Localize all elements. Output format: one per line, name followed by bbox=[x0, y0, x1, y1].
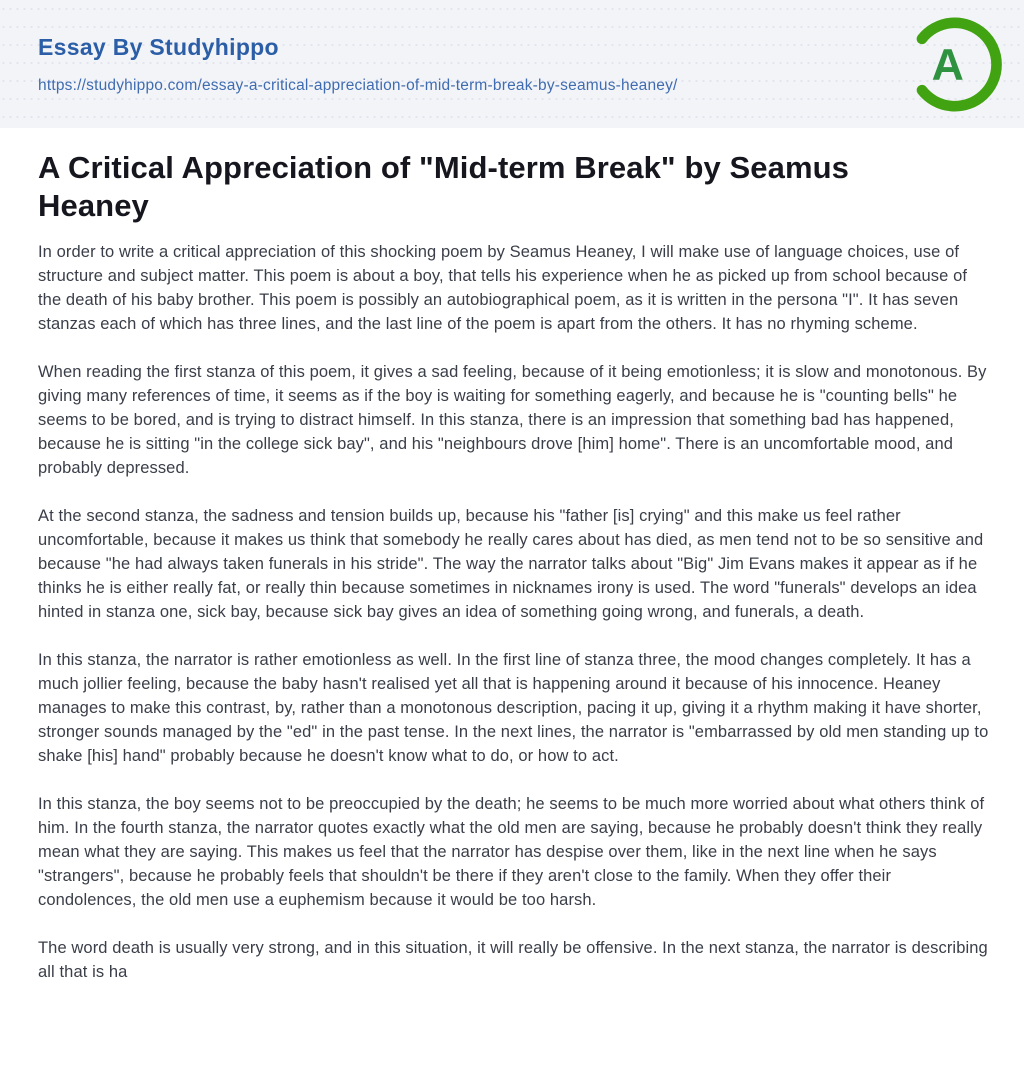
essay-paragraph-5: In this stanza, the boy seems not to be preoccupied by the death; he seems to be much more worried about what others think of him. In the fourth stanza, the narrator quotes exactly what the old men are saying, because he probably doesn't think they really mean what they are saying. This makes us feel that the narrator has despise over them, like in the next line when he says "strangers", because he probably feels that shouldn't be there if they aren't close to the family. When they offer their condolences, the old men use a euphemism because it would be too harsh. bbox=[38, 795, 985, 909]
site-title: Essay By Studyhippo bbox=[38, 33, 279, 60]
essay-title: A Critical Appreciation of "Mid-term Break" by Seamus Heaney bbox=[38, 150, 850, 223]
page-header bbox=[0, 0, 1024, 128]
essay-paragraph-3: At the second stanza, the sadness and tension builds up, because his "father [is] crying" and this make us feel rather uncomfortable, because it makes us think that somebody he really cares about has died, as men tend not to be so sensitive and because "he had always taken funerals in his stride". The way the narrator talks about "Big" Jim Evans makes it appear as if he thinks he is either really fat, or really thin because sometimes in nicknames irony is used. The word "funerals" develops an idea hinted in stanza one, sick bay, because sick bay gives an idea of something going wrong, and funerals, a death. bbox=[38, 507, 984, 621]
essay-paragraph-6-truncated: The word death is usually very strong, and in this situation, it will really be offensive. In the next stanza, the narrator is describing all that is ha bbox=[38, 939, 988, 981]
source-url-link[interactable]: https://studyhippo.com/essay-a-critical-appreciation-of-mid-term-break-by-seamus-heaney/ bbox=[38, 76, 678, 94]
essay-paragraph-4: In this stanza, the narrator is rather emotionless as well. In the first line of stanza three, the mood changes completely. It has a much jollier feeling, because the baby hasn't realised yet all that is happening around it because of his innocence. Heaney manages to make this contrast, by, rather than a monotonous description, pacing it up, giving it a rhythm making it have shorter, stronger sounds managed by the "ed" in the past tense. In the next lines, the narrator is "embarrassed by old men standing up to shake [his] hand" probably because he doesn't know what to do, or how to act. bbox=[38, 651, 989, 765]
studyhippo-logo-icon bbox=[905, 16, 1002, 113]
logo-letter: A bbox=[931, 40, 964, 90]
header-text-block bbox=[38, 34, 678, 95]
essay-content bbox=[0, 128, 1024, 984]
essay-paragraph-2: When reading the first stanza of this poem, it gives a sad feeling, because of it being emotionless; it is slow and monotonous. By giving many references of time, it seems as if the boy is waiting for something eagerly, and because he is "counting bells" he seems to be bored, and is trying to distract himself. In this stanza, there is an impression that something bad has happened, because he is sitting "in the college sick bay", and his "neighbours drove [him] home". There is an uncomfortable mood, and probably depressed. bbox=[38, 363, 987, 477]
essay-paragraph-1: In order to write a critical appreciation of this shocking poem by Seamus Heaney, I will make use of language choices, use of structure and subject matter. This poem is about a boy, that tells his experience when he as picked up from school because of the death of his baby brother. This poem is possibly an autobiographical poem, as it is written in the persona "I". It has seven stanzas each of which has three lines, and the last line of the poem is apart from the others. It has no rhyming scheme. bbox=[38, 243, 968, 333]
